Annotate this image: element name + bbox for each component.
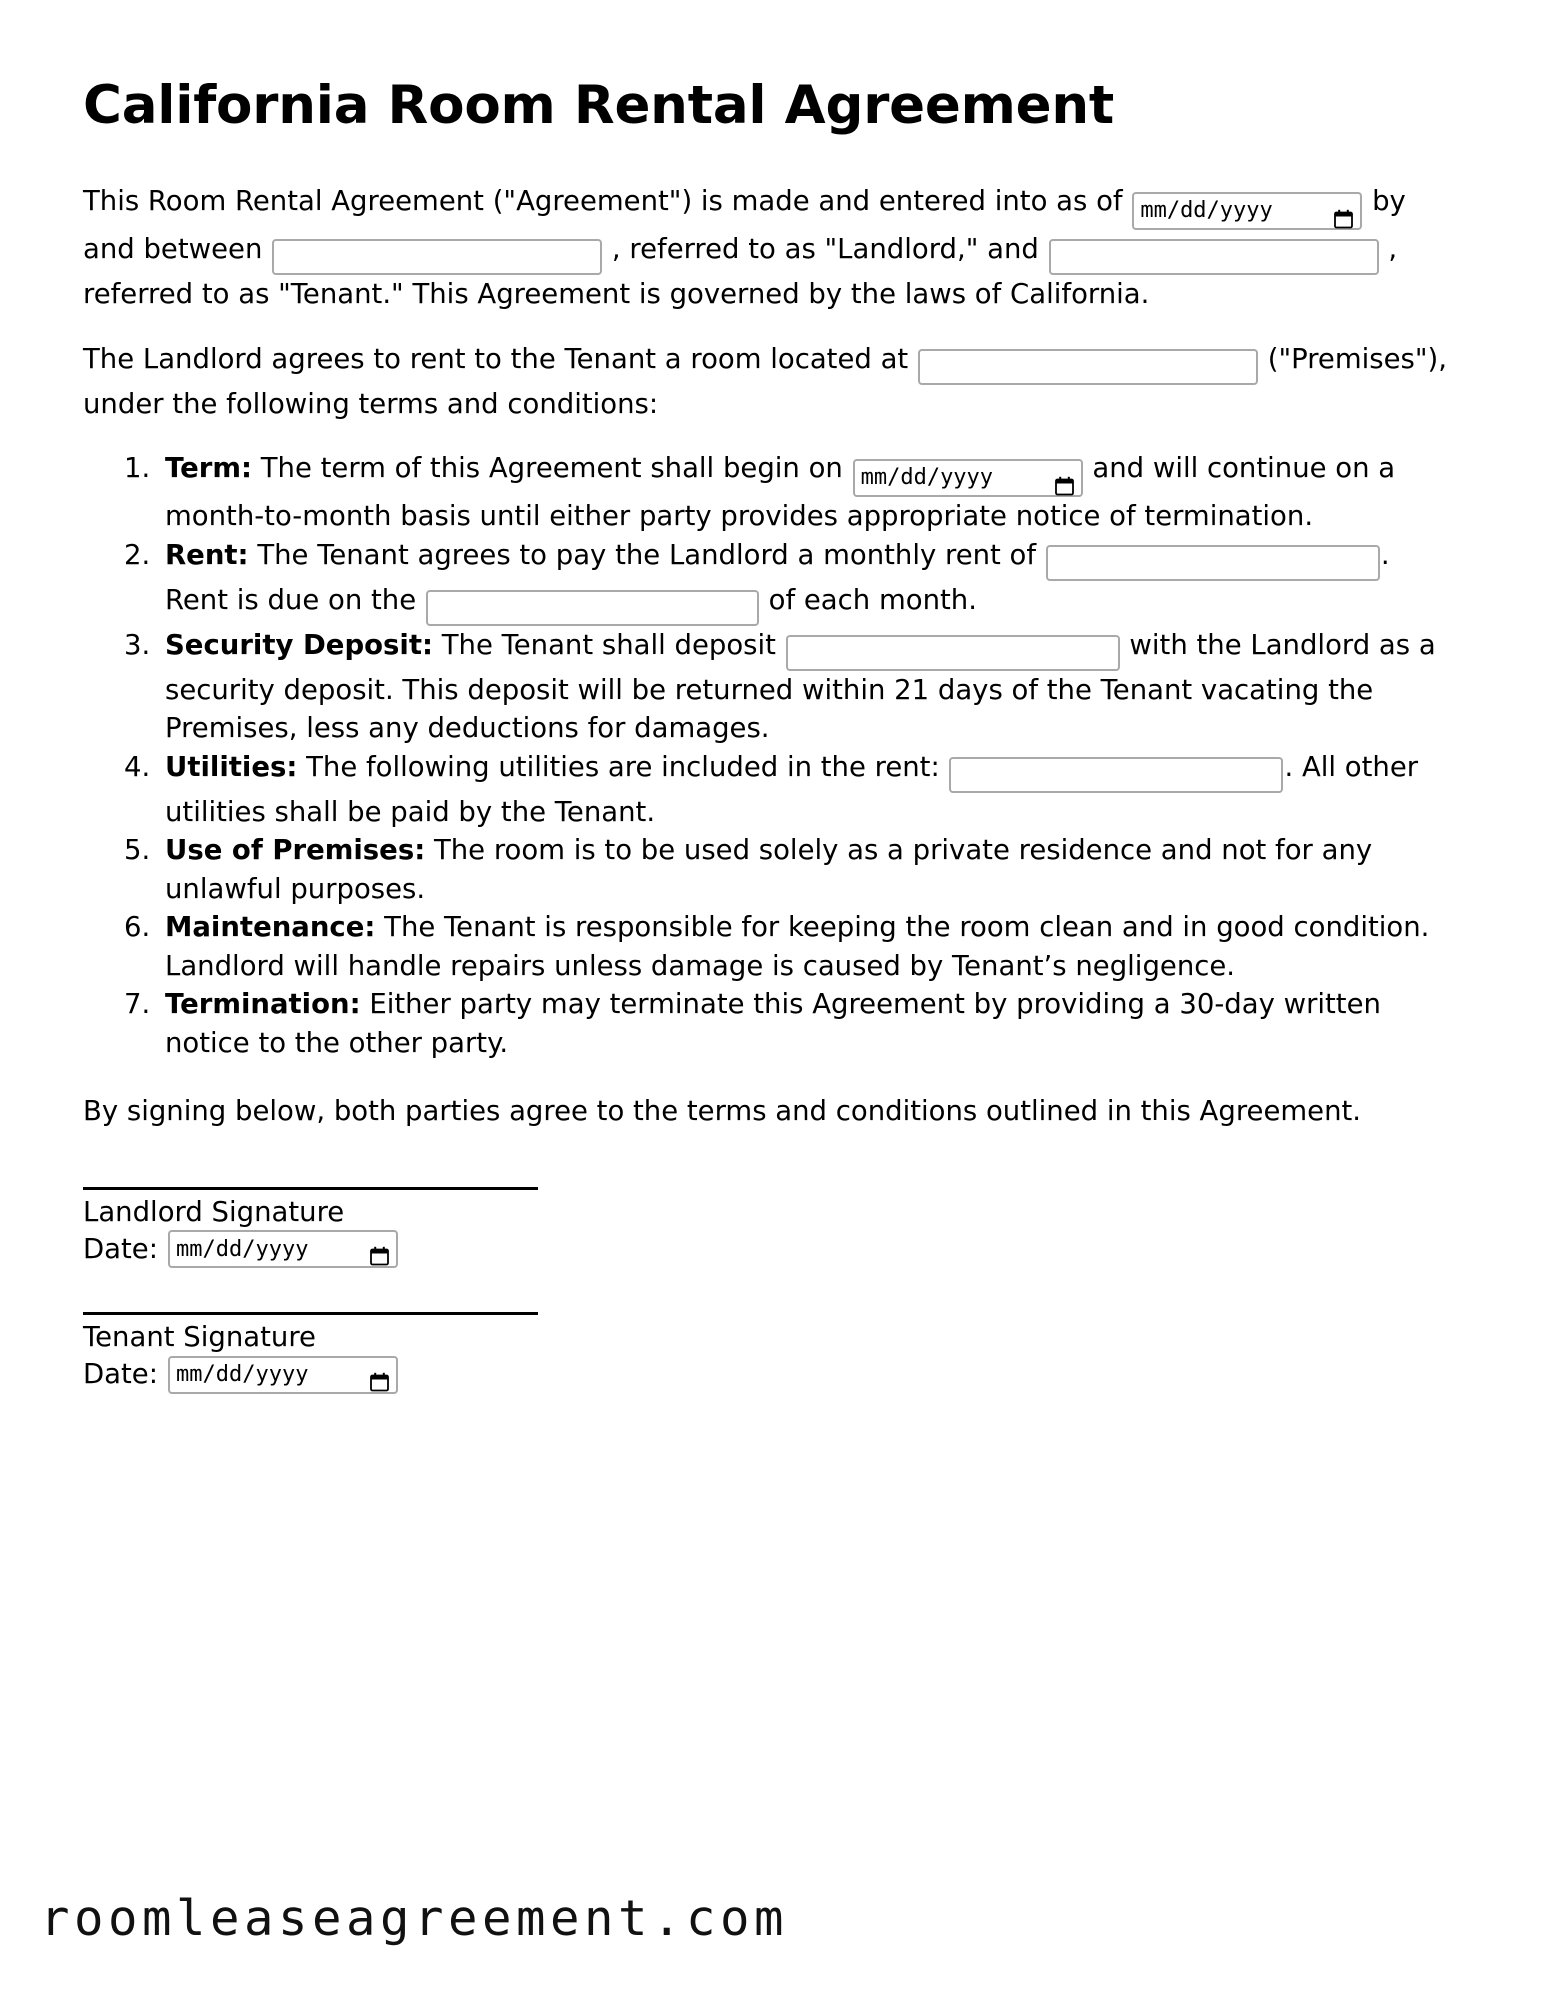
tenant-date-row bbox=[83, 1356, 1452, 1394]
premises-text-segment-2: ("Premises"), under the following terms and conditions: bbox=[83, 342, 1447, 420]
closing-paragraph: By signing below, both parties agree to the terms and conditions outlined in this Agreement. bbox=[83, 1095, 1362, 1128]
term-label-use-of-premises: Use of Premises: bbox=[165, 834, 426, 867]
calendar-icon bbox=[1055, 468, 1074, 488]
calendar-icon bbox=[370, 1365, 389, 1385]
term-label-rent: Rent: bbox=[165, 538, 249, 571]
tenant-signature-block bbox=[83, 1312, 1452, 1393]
term-text-rent-1: The Tenant agrees to pay the Landlord a monthly rent of bbox=[257, 538, 1037, 571]
intro-text-segment-4: , referred to as "Tenant." This Agreement is governed by the laws of California. bbox=[83, 233, 1398, 311]
tenant-signature-line[interactable] bbox=[83, 1312, 538, 1315]
page-title: California Room Rental Agreement bbox=[83, 75, 1115, 136]
tenant-date-input[interactable] bbox=[168, 1356, 398, 1394]
landlord-date-input[interactable] bbox=[168, 1230, 398, 1268]
term-text-rent-2: . Rent is due on the bbox=[165, 538, 1390, 616]
landlord-date-label: Date: bbox=[83, 1233, 158, 1266]
tenant-signature-label: Tenant Signature bbox=[83, 1321, 316, 1354]
agreement-date-placeholder: mm/dd/yyyy bbox=[1140, 197, 1273, 223]
included-utilities-input[interactable] bbox=[949, 757, 1283, 793]
premises-paragraph bbox=[83, 340, 1452, 424]
term-start-date-placeholder: mm/dd/yyyy bbox=[860, 465, 994, 491]
tenant-date-placeholder: mm/dd/yyyy bbox=[176, 1362, 309, 1388]
landlord-signature-label: Landlord Signature bbox=[83, 1195, 345, 1228]
tenant-name-input[interactable] bbox=[1049, 239, 1379, 275]
term-item-security-deposit bbox=[159, 626, 1452, 748]
term-text-termination: Either party may terminate this Agreement by providing a 30-day written notice to the other party. bbox=[165, 988, 1381, 1059]
term-text-term-2: and will continue on a month-to-month basis until either party provides appropriate notice of termination. bbox=[165, 452, 1396, 533]
landlord-signature-block bbox=[83, 1187, 1452, 1268]
premises-text-segment-1: The Landlord agrees to rent to the Tenant a room located at bbox=[83, 342, 909, 375]
term-text-utilities-2: . All other utilities shall be paid by the Tenant. bbox=[165, 750, 1419, 828]
term-text-deposit-2: with the Landlord as a security deposit. This deposit will be returned within 21 days of the Tenant vacating the Premises, less any deductions for damages. bbox=[165, 628, 1436, 745]
rent-due-day-input[interactable] bbox=[426, 590, 759, 626]
term-text-use-of-premises: The room is to be used solely as a private residence and not for any unlawful purposes. bbox=[165, 834, 1373, 905]
term-start-date-input[interactable] bbox=[853, 459, 1083, 497]
term-text-utilities-1: The following utilities are included in the rent: bbox=[306, 750, 940, 783]
term-text-term-1: The term of this Agreement shall begin on bbox=[260, 452, 843, 485]
term-text-maintenance: The Tenant is responsible for keeping the room clean and in good condition. Landlord will handle repairs unless damage is caused by Tenant’s negligence. bbox=[165, 911, 1430, 982]
term-label-termination: Termination: bbox=[165, 988, 361, 1021]
term-item-use-of-premises bbox=[159, 831, 1452, 908]
intro-text-segment-3: , referred to as "Landlord," and bbox=[611, 233, 1039, 266]
terms-list bbox=[83, 449, 1452, 1062]
intro-text-segment-2: by and between bbox=[83, 184, 1406, 266]
monthly-rent-input[interactable] bbox=[1046, 545, 1380, 581]
landlord-signature-line[interactable] bbox=[83, 1187, 538, 1190]
term-item-termination bbox=[159, 985, 1452, 1062]
landlord-date-row bbox=[83, 1230, 1452, 1268]
term-item-rent bbox=[159, 536, 1452, 626]
site-watermark: roomleaseagreement.com bbox=[40, 1890, 789, 1947]
calendar-icon bbox=[370, 1239, 389, 1259]
term-item-utilities bbox=[159, 748, 1452, 832]
premises-address-input[interactable] bbox=[918, 349, 1258, 385]
term-text-deposit-1: The Tenant shall deposit bbox=[441, 628, 776, 661]
term-label-security-deposit: Security Deposit: bbox=[165, 628, 433, 661]
security-deposit-input[interactable] bbox=[786, 635, 1120, 671]
term-label-utilities: Utilities: bbox=[165, 750, 298, 783]
term-item-term bbox=[159, 449, 1452, 536]
intro-paragraph bbox=[83, 182, 1452, 314]
term-item-maintenance bbox=[159, 908, 1452, 985]
calendar-icon bbox=[1334, 201, 1353, 221]
tenant-date-label: Date: bbox=[83, 1358, 158, 1391]
term-label-term: Term: bbox=[165, 452, 252, 485]
agreement-date-input[interactable] bbox=[1132, 192, 1362, 230]
landlord-date-placeholder: mm/dd/yyyy bbox=[176, 1236, 309, 1262]
term-label-maintenance: Maintenance: bbox=[165, 911, 376, 944]
intro-text-segment-1: This Room Rental Agreement ("Agreement") is made and entered into as of bbox=[83, 184, 1123, 217]
term-text-rent-3: of each month. bbox=[768, 583, 977, 616]
landlord-name-input[interactable] bbox=[272, 239, 602, 275]
